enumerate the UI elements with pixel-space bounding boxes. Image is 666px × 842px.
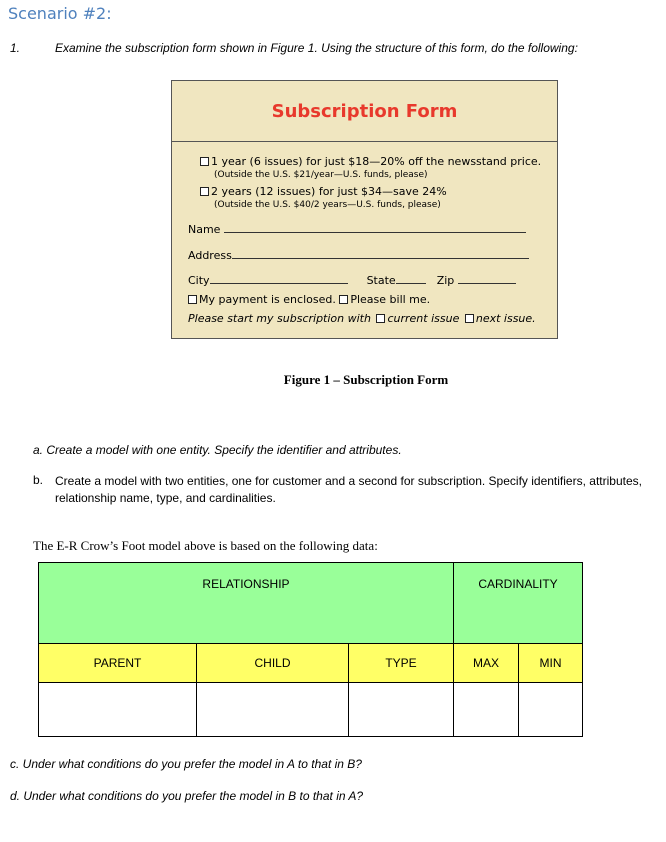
table-row: [39, 683, 583, 737]
question-c: c. Under what conditions do you prefer the model in A to that in B?: [10, 757, 362, 771]
option-2-note: (Outside the U.S. $40/2 years—U.S. funds, please): [214, 200, 441, 210]
checkbox-bill-me[interactable]: [339, 295, 348, 304]
state-label: State: [366, 274, 396, 287]
question-1-text: Examine the subscription form shown in Figure 1. Using the structure of this form, do the following:: [55, 41, 578, 55]
bill-me-label: Please bill me.: [350, 293, 431, 306]
parent-header: PARENT: [39, 644, 197, 683]
parent-cell[interactable]: [39, 683, 197, 737]
start-row: Please start my subscription with current issue next issue.: [188, 312, 536, 325]
figure-caption: Figure 1 – Subscription Form: [283, 372, 449, 387]
option-1-note: (Outside the U.S. $21/year—U.S. funds, please): [214, 170, 428, 180]
option-2-years: [200, 185, 447, 198]
table-subheader-row: [39, 644, 583, 683]
checkbox-next-issue[interactable]: [465, 314, 474, 323]
zip-field[interactable]: [458, 283, 516, 284]
address-label: Address: [188, 249, 232, 262]
max-cell[interactable]: [454, 683, 519, 737]
next-issue-label: next issue: [475, 312, 533, 325]
checkbox-2-years[interactable]: [200, 187, 209, 196]
name-row: [188, 223, 526, 236]
question-a: a. Create a model with one entity. Specify the identifier and attributes.: [33, 443, 402, 457]
table-header-row: [39, 563, 583, 644]
min-cell[interactable]: [519, 683, 583, 737]
payment-enclosed-label: My payment is enclosed.: [199, 293, 336, 306]
question-1-number: 1.: [10, 41, 21, 55]
er-data-table: [38, 562, 583, 737]
option-1-year: [200, 155, 541, 168]
checkbox-payment-enclosed[interactable]: [188, 295, 197, 304]
form-title: Subscription Form: [271, 100, 458, 122]
relationship-header: RELATIONSHIP: [39, 563, 454, 644]
address-row: [188, 249, 529, 262]
option-1-label: 1 year (6 issues) for just $18—20% off the newsstand price.: [211, 155, 542, 168]
city-field[interactable]: [210, 283, 348, 284]
checkbox-current-issue[interactable]: [376, 314, 385, 323]
question-d: d. Under what conditions do you prefer the model in B to that in A?: [10, 789, 364, 803]
form-header: [172, 81, 557, 142]
city-state-zip-row: [188, 274, 516, 287]
min-header: MIN: [519, 644, 583, 683]
scenario-title: Scenario #2:: [8, 4, 112, 23]
name-label: Name: [188, 223, 221, 236]
child-header: CHILD: [197, 644, 349, 683]
subscription-form-figure: [171, 80, 558, 339]
question-b-letter: b.: [33, 473, 44, 487]
city-label: City: [188, 274, 210, 287]
max-header: MAX: [454, 644, 519, 683]
child-cell[interactable]: [197, 683, 349, 737]
er-intro: The E-R Crow’s Foot model above is based on the following data:: [33, 538, 378, 553]
address-field[interactable]: [232, 258, 529, 259]
current-issue-label: current issue: [387, 312, 460, 325]
zip-label: Zip: [436, 274, 455, 287]
start-label: Please start my subscription with: [188, 312, 371, 325]
type-header: TYPE: [349, 644, 454, 683]
checkbox-1-year[interactable]: [200, 157, 209, 166]
option-2-label: 2 years (12 issues) for just $34—save 24%: [211, 185, 447, 198]
question-b-text: Create a model with two entities, one for customer and a second for subscription. Specify identifiers, attributes, relationship name, type, and cardinalities.: [55, 474, 642, 505]
state-field[interactable]: [396, 283, 426, 284]
payment-row: [188, 293, 430, 306]
name-field[interactable]: [224, 232, 526, 233]
cardinality-header: CARDINALITY: [454, 563, 583, 644]
type-cell[interactable]: [349, 683, 454, 737]
